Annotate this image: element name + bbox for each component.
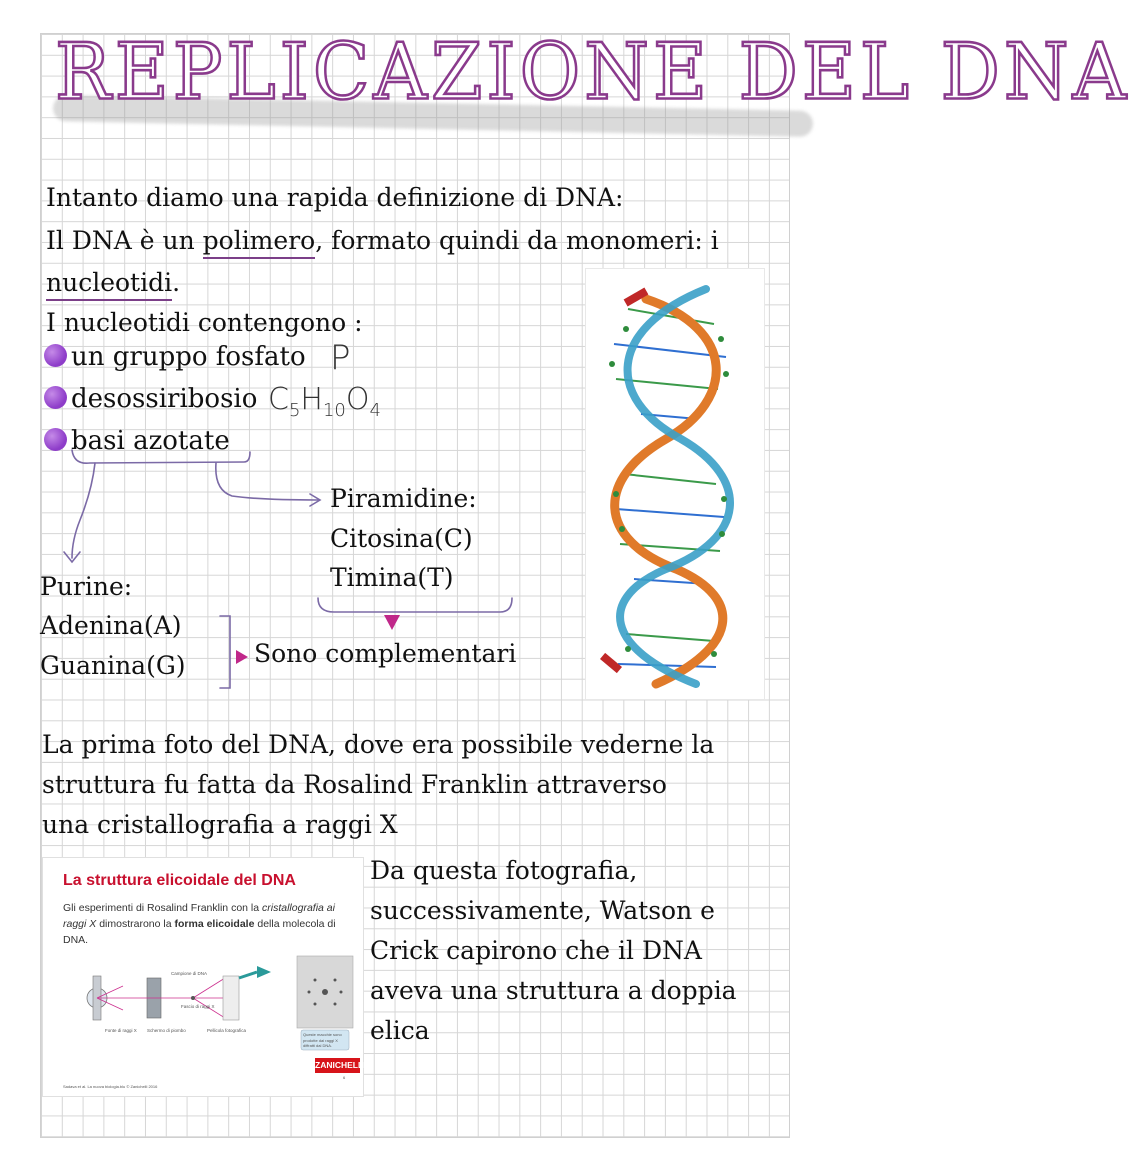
dna-helix-image [585, 268, 765, 700]
arrow-to-pyrimidine [216, 463, 318, 500]
intro-line-2-pre: Il DNA è un [46, 226, 203, 255]
arrow-to-purine [72, 463, 95, 558]
figure-desc-post: della molecola di DNA. [63, 918, 336, 946]
figure-title: La struttura elicoidale del DNA [63, 872, 296, 889]
purine-item: Guanina(G) [40, 651, 186, 680]
dna-helix-icon [586, 269, 764, 699]
label-source: Fonte di raggi X [105, 1028, 137, 1033]
formula-h: H [300, 382, 323, 417]
figure-desc-mid: dimostrarono la [96, 918, 175, 930]
label-note: Queste macchie sono prodotte dai raggi X diffratti dal DNA. [303, 1032, 342, 1048]
figure-page-number: 6 [343, 1075, 346, 1080]
pyrimidine-item: Citosina(C) [330, 524, 473, 553]
components-heading: I nucleotidi contengono : [46, 308, 363, 337]
formula-h-sub: 10 [322, 400, 346, 421]
basi-bracket [72, 450, 250, 463]
intro-line-2-post: , formato quindi da monomeri: i [315, 226, 719, 255]
formula-c: C [268, 382, 289, 417]
watson-line: Crick capirono che il DNA [370, 936, 702, 965]
nucleotidi-word: nucleotidi [46, 268, 172, 301]
page-title: REPLICAZIONE DEL DNA [55, 26, 1130, 118]
formula-o: O [345, 382, 370, 417]
watson-line: elica [370, 1016, 430, 1045]
polimero-word: polimero [203, 226, 316, 259]
triangle-right-icon [236, 650, 248, 664]
photo-line: una cristallografia a raggi X [42, 810, 398, 839]
pyrimidine-bracket [318, 598, 512, 612]
complementary-label [254, 639, 516, 668]
component-label: desossiribosio [71, 384, 258, 414]
intro-line-3-post: . [172, 268, 181, 297]
formula-c-sub: 5 [288, 400, 301, 421]
phosphate-symbol: P [330, 338, 351, 378]
figure-desc-pre: Gli esperimenti di Rosalind Franklin con la [63, 902, 263, 914]
intro-line-1: Intanto diamo una rapida definizione di DNA: [46, 183, 624, 212]
watson-line: Da questa fotografia, [370, 856, 638, 885]
label-beam: Fascio di raggi X [181, 1004, 215, 1009]
complementary-text: Sono complementari [254, 639, 517, 668]
label-sample: Campione di DNA [171, 971, 208, 976]
component-label: un gruppo fosfato [71, 342, 306, 372]
watson-line: aveva una struttura a doppia [370, 976, 737, 1005]
label-film: Pellicola fotografica [207, 1028, 247, 1033]
purines-heading: Purine: [40, 572, 133, 601]
label-screen: Schermo di piombo [147, 1028, 186, 1033]
figure-desc-italic: cristallografia ai raggi X [63, 902, 335, 930]
watson-line: successivamente, Watson e [370, 896, 715, 925]
figure-desc-bold: forma elicoidale [174, 918, 255, 930]
purine-bracket [220, 616, 230, 688]
triangle-down-icon [384, 615, 400, 630]
pyrimidine-item: Timina(T) [330, 563, 454, 592]
photo-line: La prima foto del DNA, dove era possibile vederne la [42, 730, 715, 759]
figure-credit: Sadava et al. La nuova biologia.blu © Zanichelli 2016 [63, 1084, 158, 1089]
pyrimidines-heading: Piramidine: [330, 484, 477, 513]
publisher-badge: ZANICHELLI [315, 1058, 360, 1073]
purine-item: Adenina(A) [40, 611, 182, 640]
xray-figure [42, 857, 364, 1097]
photo-line: struttura fu fatta da Rosalind Franklin attraverso [42, 770, 667, 799]
component-label: basi azotate [71, 426, 230, 456]
formula-o-sub: 4 [369, 400, 381, 421]
